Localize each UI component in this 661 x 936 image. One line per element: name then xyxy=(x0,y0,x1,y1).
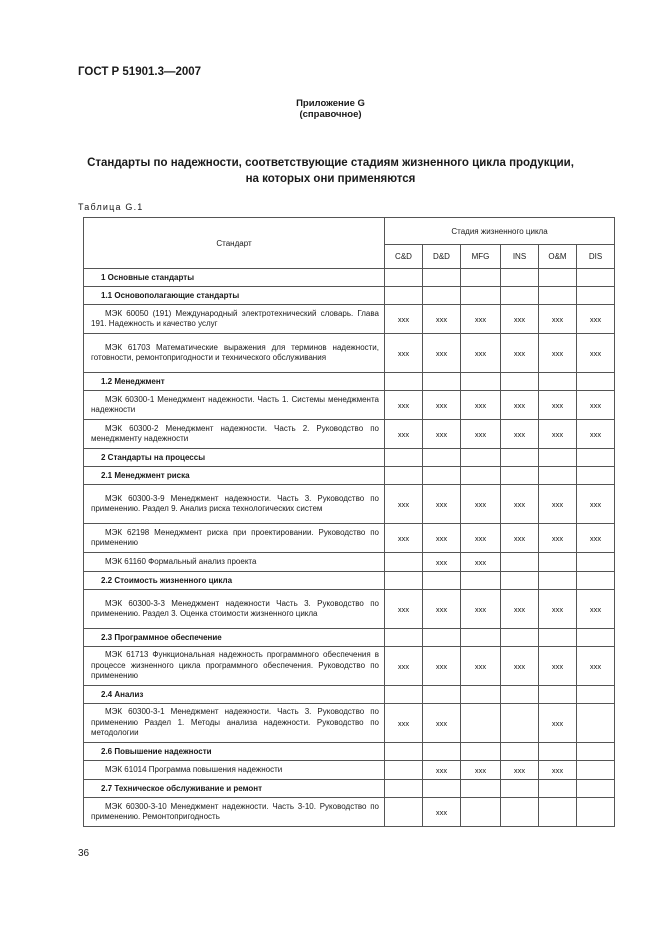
standard-row xyxy=(84,334,615,373)
standard-row xyxy=(84,590,615,629)
section-title: 2.3 Программное обеспечение xyxy=(84,629,385,647)
phase-mark: xxx xyxy=(577,305,615,334)
standard-row xyxy=(84,761,615,780)
phase-mark: xxx xyxy=(501,391,539,420)
phase-code: DIS xyxy=(577,245,615,269)
phase-mark: xxx xyxy=(385,647,423,686)
phase-mark xyxy=(577,798,615,827)
phase-mark xyxy=(539,373,577,391)
phase-mark: xxx xyxy=(577,485,615,524)
standard-text: МЭК 60300-3-3 Менеджмент надежности Часть 3. Руководство по применению. Раздел 3. Оценка стоимости жизненного цикла xyxy=(91,598,379,618)
phase-mark: xxx xyxy=(501,305,539,334)
phase-mark xyxy=(423,572,461,590)
phase-mark: xxx xyxy=(461,590,501,629)
column-header-lifecycle-phase: Стадия жизненного цикла xyxy=(385,218,615,245)
phase-mark: xxx xyxy=(461,420,501,449)
phase-mark: xxx xyxy=(423,524,461,553)
standard-name xyxy=(84,704,385,743)
phase-mark xyxy=(577,629,615,647)
phase-mark xyxy=(539,287,577,305)
phase-mark: xxx xyxy=(501,524,539,553)
phase-mark: xxx xyxy=(539,420,577,449)
phase-code: D&D xyxy=(423,245,461,269)
phase-code: C&D xyxy=(385,245,423,269)
standard-name xyxy=(84,334,385,373)
phase-mark: xxx xyxy=(539,334,577,373)
phase-mark xyxy=(539,686,577,704)
phase-mark: xxx xyxy=(577,420,615,449)
phase-mark: xxx xyxy=(461,553,501,572)
standard-text: МЭК 60300-3-9 Менеджмент надежности. Часть 3. Руководство по применению. Раздел 9. Анализ риска технологических систем xyxy=(91,493,379,513)
document-code: ГОСТ Р 51901.3—2007 xyxy=(78,66,202,78)
phase-mark xyxy=(423,467,461,485)
phase-mark: xxx xyxy=(423,761,461,780)
standards-table xyxy=(83,217,615,827)
standard-row xyxy=(84,305,615,334)
standard-text: МЭК 60050 (191) Международный электротехнический словарь. Глава 191. Надежность и качество услуг xyxy=(91,308,379,328)
phase-mark: xxx xyxy=(501,590,539,629)
standard-name xyxy=(84,647,385,686)
phase-mark xyxy=(423,269,461,287)
phase-mark: xxx xyxy=(539,704,577,743)
standard-name xyxy=(84,553,385,572)
phase-mark: xxx xyxy=(461,485,501,524)
standard-name xyxy=(84,391,385,420)
standard-name xyxy=(84,524,385,553)
phase-mark: xxx xyxy=(423,305,461,334)
phase-mark xyxy=(501,743,539,761)
phase-mark xyxy=(385,761,423,780)
appendix-note: (справочное) xyxy=(299,109,362,120)
phase-mark: xxx xyxy=(501,647,539,686)
section-row xyxy=(84,373,615,391)
phase-mark xyxy=(501,704,539,743)
standard-row xyxy=(84,524,615,553)
phase-mark: xxx xyxy=(577,334,615,373)
phase-mark xyxy=(423,449,461,467)
phase-mark: xxx xyxy=(539,647,577,686)
phase-mark xyxy=(385,287,423,305)
phase-mark xyxy=(385,553,423,572)
phase-mark: xxx xyxy=(423,420,461,449)
phase-mark: xxx xyxy=(539,761,577,780)
phase-mark xyxy=(423,686,461,704)
phase-mark xyxy=(577,572,615,590)
phase-mark xyxy=(577,761,615,780)
phase-mark xyxy=(423,373,461,391)
phase-mark: xxx xyxy=(385,524,423,553)
section-title: 1 Основные стандарты xyxy=(84,269,385,287)
phase-mark xyxy=(539,798,577,827)
phase-mark xyxy=(539,269,577,287)
section-row xyxy=(84,743,615,761)
phase-mark xyxy=(423,743,461,761)
phase-mark xyxy=(577,467,615,485)
phase-mark xyxy=(577,743,615,761)
phase-mark xyxy=(577,780,615,798)
phase-mark: xxx xyxy=(577,524,615,553)
phase-mark: xxx xyxy=(501,761,539,780)
phase-mark: xxx xyxy=(423,647,461,686)
phase-mark xyxy=(385,269,423,287)
phase-mark: xxx xyxy=(461,647,501,686)
phase-mark: xxx xyxy=(577,590,615,629)
phase-mark xyxy=(461,704,501,743)
phase-mark xyxy=(423,287,461,305)
phase-mark xyxy=(577,287,615,305)
standard-text: МЭК 61703 Математические выражения для терминов надежности, готовности, ремонтопригодности и технического обслуживания xyxy=(91,342,379,362)
section-title: 2.2 Стоимость жизненного цикла xyxy=(84,572,385,590)
standard-name xyxy=(84,485,385,524)
phase-code: O&M xyxy=(539,245,577,269)
standard-row xyxy=(84,420,615,449)
phase-mark xyxy=(501,572,539,590)
phase-mark: xxx xyxy=(461,305,501,334)
phase-mark: xxx xyxy=(461,761,501,780)
phase-mark: xxx xyxy=(501,485,539,524)
section-row xyxy=(84,686,615,704)
section-title: 2.1 Менеджмент риска xyxy=(84,467,385,485)
phase-mark xyxy=(577,269,615,287)
phase-mark xyxy=(577,704,615,743)
phase-mark xyxy=(461,287,501,305)
phase-mark xyxy=(385,743,423,761)
section-row xyxy=(84,572,615,590)
standard-text: МЭК 62198 Менеджмент риска при проектировании. Руководство по применению xyxy=(91,527,379,547)
phase-mark: xxx xyxy=(385,704,423,743)
phase-mark: xxx xyxy=(423,590,461,629)
phase-mark: xxx xyxy=(385,334,423,373)
phase-mark xyxy=(501,449,539,467)
phase-mark: xxx xyxy=(461,391,501,420)
phase-mark: xxx xyxy=(385,391,423,420)
section-title: 1.2 Менеджмент xyxy=(84,373,385,391)
phase-mark xyxy=(461,373,501,391)
phase-mark xyxy=(461,743,501,761)
phase-mark: xxx xyxy=(539,305,577,334)
column-header-standard: Стандарт xyxy=(84,218,385,269)
standard-name xyxy=(84,798,385,827)
standard-text: МЭК 60300-3-10 Менеджмент надежности. Часть 3-10. Руководство по применению. Ремонтопригодность xyxy=(91,801,379,821)
phase-mark: xxx xyxy=(423,334,461,373)
phase-mark xyxy=(539,553,577,572)
phase-mark: xxx xyxy=(539,391,577,420)
phase-mark: xxx xyxy=(539,524,577,553)
phase-mark xyxy=(577,373,615,391)
phase-mark: xxx xyxy=(461,524,501,553)
phase-mark xyxy=(501,686,539,704)
phase-mark: xxx xyxy=(423,798,461,827)
phase-mark xyxy=(385,798,423,827)
phase-mark xyxy=(461,629,501,647)
standard-name xyxy=(84,590,385,629)
standard-name xyxy=(84,761,385,780)
phase-mark xyxy=(423,629,461,647)
phase-mark xyxy=(501,373,539,391)
page-number: 36 xyxy=(78,848,90,859)
phase-mark xyxy=(461,780,501,798)
section-row xyxy=(84,629,615,647)
section-row xyxy=(84,287,615,305)
phase-mark xyxy=(539,572,577,590)
standard-row xyxy=(84,647,615,686)
phase-mark xyxy=(501,780,539,798)
phase-mark xyxy=(539,467,577,485)
appendix-title: Приложение G xyxy=(296,98,365,109)
phase-mark xyxy=(577,449,615,467)
phase-mark: xxx xyxy=(539,485,577,524)
phase-mark xyxy=(385,373,423,391)
phase-mark: xxx xyxy=(423,485,461,524)
section-title: 2.6 Повышение надежности xyxy=(84,743,385,761)
section-title: 2 Стандарты на процессы xyxy=(84,449,385,467)
section-row xyxy=(84,449,615,467)
phase-mark: xxx xyxy=(385,590,423,629)
standard-name xyxy=(84,305,385,334)
phase-mark xyxy=(461,686,501,704)
phase-mark: xxx xyxy=(501,420,539,449)
section-row xyxy=(84,780,615,798)
standard-row xyxy=(84,485,615,524)
standard-text: МЭК 60300-3-1 Менеджмент надежности. Часть 3. Руководство по применению Раздел 1. Методы анализа надежности. Руководство по методологии xyxy=(91,707,379,738)
phase-mark xyxy=(385,572,423,590)
section-title: 2.7 Техническое обслуживание и ремонт xyxy=(84,780,385,798)
phase-mark: xxx xyxy=(501,334,539,373)
phase-mark: xxx xyxy=(385,485,423,524)
phase-mark: xxx xyxy=(577,647,615,686)
phase-mark xyxy=(385,780,423,798)
phase-mark xyxy=(539,743,577,761)
phase-mark: xxx xyxy=(423,553,461,572)
phase-mark xyxy=(501,467,539,485)
phase-mark xyxy=(461,449,501,467)
phase-mark xyxy=(539,449,577,467)
phase-mark xyxy=(385,686,423,704)
phase-code: INS xyxy=(501,245,539,269)
standard-row xyxy=(84,704,615,743)
phase-mark: xxx xyxy=(385,420,423,449)
standard-text: МЭК 61713 Функциональная надежность программного обеспечения в процессе жизненного цикла программного обеспечения. Руководство по применению xyxy=(91,650,379,681)
phase-mark xyxy=(501,629,539,647)
standard-text: МЭК 60300-2 Менеджмент надежности. Часть 2. Руководство по менеджменту надежности xyxy=(91,423,379,443)
phase-mark xyxy=(385,449,423,467)
phase-mark xyxy=(501,798,539,827)
phase-mark: xxx xyxy=(577,391,615,420)
section-row xyxy=(84,269,615,287)
standard-text: МЭК 60300-1 Менеджмент надежности. Часть 1. Системы менеджмента надежности xyxy=(91,394,379,414)
phase-mark: xxx xyxy=(385,305,423,334)
table-label: Таблица G.1 xyxy=(78,202,144,212)
phase-mark xyxy=(577,553,615,572)
phase-mark xyxy=(461,572,501,590)
phase-mark xyxy=(385,629,423,647)
phase-mark xyxy=(461,467,501,485)
phase-mark xyxy=(539,780,577,798)
phase-mark xyxy=(423,780,461,798)
standard-text: МЭК 61160 Формальный анализ проекта xyxy=(105,556,257,566)
phase-mark xyxy=(461,798,501,827)
standard-row xyxy=(84,391,615,420)
standard-name xyxy=(84,420,385,449)
phase-mark xyxy=(385,467,423,485)
section-title: 1.1 Основополагающие стандарты xyxy=(84,287,385,305)
standard-row xyxy=(84,553,615,572)
table-body xyxy=(84,269,615,827)
phase-mark xyxy=(501,287,539,305)
phase-mark xyxy=(501,269,539,287)
phase-mark: xxx xyxy=(423,391,461,420)
standard-text: МЭК 61014 Программа повышения надежности xyxy=(105,764,283,774)
phase-mark xyxy=(501,553,539,572)
phase-mark: xxx xyxy=(539,590,577,629)
phase-mark: xxx xyxy=(423,704,461,743)
title-line-1: Стандарты по надежности, соответствующие стадиям жизненного цикла продукции, xyxy=(87,157,574,169)
phase-mark xyxy=(461,269,501,287)
standard-row xyxy=(84,798,615,827)
section-row xyxy=(84,467,615,485)
phase-mark: xxx xyxy=(461,334,501,373)
phase-code: MFG xyxy=(461,245,501,269)
title-line-2: на которых они применяются xyxy=(245,173,416,185)
section-title: 2.4 Анализ xyxy=(84,686,385,704)
phase-mark xyxy=(539,629,577,647)
phase-mark xyxy=(577,686,615,704)
